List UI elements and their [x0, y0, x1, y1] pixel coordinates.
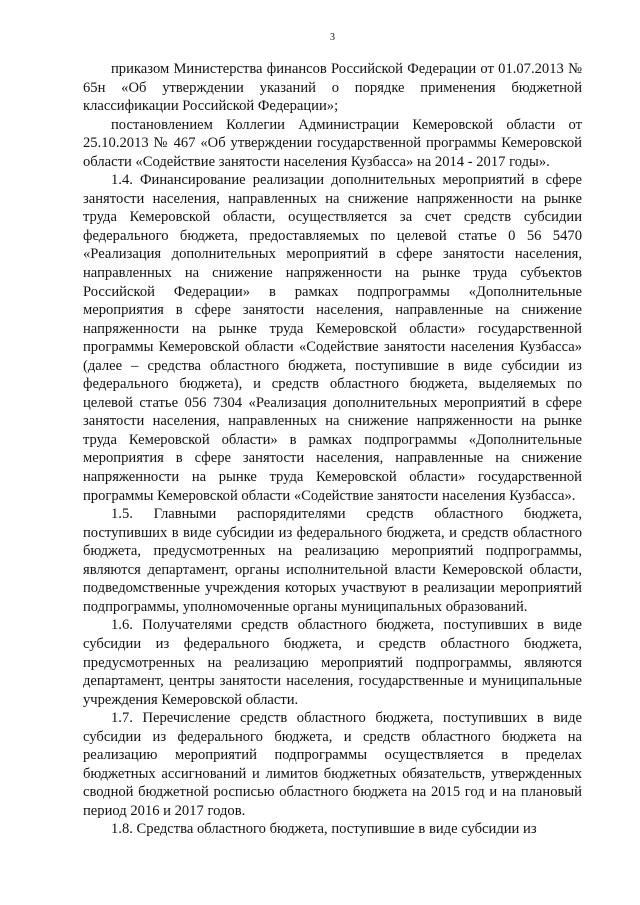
paragraph-1-7-transfer: 1.7. Перечисление средств областного бюджета, поступивших в виде субсидии из федерального бюджета, и средств областного бюджета на реализацию мероприятий подпрограммы осуществляется в пределах бюджетных ассигнований и лимитов бюджетных обязательств, утвержденных сводной бюджетной росписью областного бюджета на 2015 год и на плановый период 2016 и 2017 годов. — [83, 710, 582, 819]
page-number: 3 — [330, 32, 335, 43]
paragraph-1-4-financing: 1.4. Финансирование реализации дополнительных мероприятий в сфере занятости населения, направленных на снижение напряженности на рынке труда Кемеровской области, осуществляется за счет средств субсидии федерального бюджета, предоставляемых по целевой статье 0 56 5470 «Реализация дополнительных мероприятий в сфере занятости населения, направленных на снижение напряженности на рынке труда субъектов Российской Федерации» в рамках подпрограммы «Дополнительные мероприятия в сфере занятости населения, направленные на снижение напряженности на рынке труда Кемеровской области» государственной программы Кемеровской области «Содействие занятости населения Кузбасса» (далее – средства областного бюджета, поступившие в виде субсидии из федерального бюджета), и средств областного бюджета, выделяемых по целевой статье 056 7304 «Реализация дополнительных мероприятий в сфере занятости населения, направленных на снижение напряженности на рынке труда Кемеровской области» в рамках подпрограммы «Дополнительные мероприятия в сфере занятости населения, направленные на снижение напряженности на рынке труда Кемеровской области» государственной программы Кемеровской области «Содействие занятости населения Кузбасса». — [83, 172, 582, 504]
paragraph-resolution-collegium: постановлением Коллегии Администрации Кемеровской области от 25.10.2013 № 467 «Об утверждении государственной программы Кемеровской области «Содействие занятости населения Кузбасса» на 2014 - 2017 годы». — [83, 116, 582, 170]
paragraph-1-5-chief-managers: 1.5. Главными распорядителями средств областного бюджета, поступивших в виде субсидии из федерального бюджета, и средств областного бюджета, предусмотренных на реализацию мероприятий подпрограммы, являются департамент, органы исполнительной власти Кемеровской области, подведомственные учреждения которых участвуют в реализации мероприятий подпрограммы, уполномоченные органы муниципальных образований. — [83, 506, 582, 615]
paragraph-1-6-recipients: 1.6. Получателями средств областного бюджета, поступивших в виде субсидии из федерального бюджета, и средств областного бюджета, предусмотренных на реализацию мероприятий подпрограммы, являются департамент, центры занятости населения, государственные и муниципальные учреждения Кемеровской области. — [83, 617, 582, 708]
paragraph-1-8-funds: 1.8. Средства областного бюджета, поступившие в виде субсидии из — [111, 821, 537, 838]
paragraph-order-minfin: приказом Министерства финансов Российской Федерации от 01.07.2013 № 65н «Об утверждении указаний о порядке применения бюджетной классификации Российской Федерации»; — [83, 61, 582, 115]
